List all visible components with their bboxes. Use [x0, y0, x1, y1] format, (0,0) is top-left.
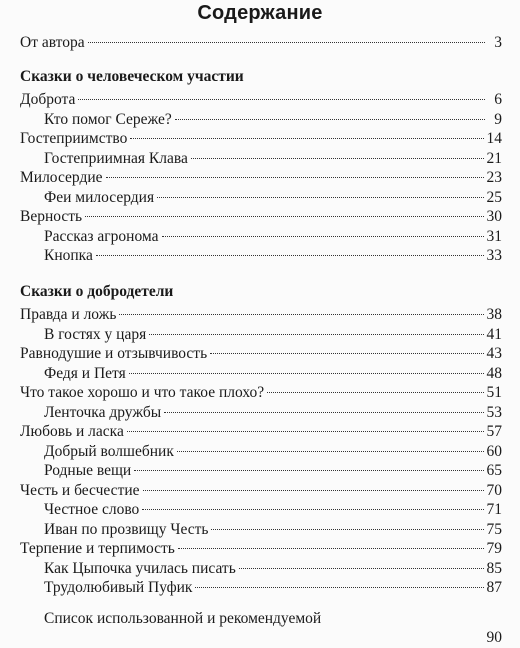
toc-entry-label: Трудолюбивый Пуфик	[44, 579, 193, 596]
toc-entry-page: 38	[486, 306, 502, 323]
toc-entry-page: 90	[486, 629, 502, 646]
dot-leader	[210, 353, 483, 354]
toc-entry-page: 71	[486, 501, 502, 518]
toc-entry[interactable]	[20, 538, 502, 559]
toc-entry-label: Гостеприимство	[20, 130, 128, 147]
toc-entry-label: Добрый волшебник	[44, 442, 174, 460]
toc-entry-page: 57	[486, 423, 502, 440]
dot-leader	[195, 587, 483, 588]
toc-entry-page: 9	[494, 110, 502, 128]
toc-entry[interactable]	[20, 304, 502, 325]
toc-entry-page: 14	[486, 130, 502, 147]
toc-entry-label: В гостях у царя	[44, 325, 147, 343]
toc-subentry[interactable]	[44, 402, 502, 423]
dot-leader	[119, 314, 483, 315]
toc-subentry[interactable]	[44, 519, 502, 540]
dot-leader	[175, 119, 485, 120]
toc-entry-label: Терпение и терпимость	[20, 540, 175, 557]
toc-entry-page: 43	[486, 345, 502, 362]
toc-entry-label: Иван по прозвищу Честь	[44, 520, 209, 538]
dot-leader	[157, 197, 483, 198]
toc-entry-page: 60	[486, 442, 502, 460]
toc-entry-intro[interactable]	[20, 32, 502, 53]
toc-entry-label: Честное слово	[44, 501, 140, 518]
dot-leader	[134, 470, 483, 471]
toc-entry-page: 87	[486, 579, 502, 596]
dot-leader	[149, 334, 483, 335]
toc-subentry[interactable]	[44, 363, 502, 384]
toc-entry-page: 31	[486, 227, 502, 245]
dot-leader	[164, 412, 483, 413]
toc-entry-page: 65	[486, 462, 502, 479]
toc-entry-label: Ленточка дружбы	[44, 403, 162, 421]
toc-entry[interactable]	[20, 128, 502, 149]
toc-entry[interactable]	[20, 343, 502, 364]
section-heading: Сказки о человеческом участии	[20, 68, 244, 85]
toc-entry-label: Федя и Петя	[44, 364, 126, 382]
toc-entry-label: Феи милосердия	[44, 188, 155, 206]
toc-entry-label: Что такое хорошо и что такое плохо?	[20, 384, 265, 401]
toc-subentry[interactable]	[44, 187, 502, 208]
dot-leader	[78, 99, 485, 100]
dot-leader	[191, 158, 484, 159]
toc-entry-label: Родные вещи	[44, 462, 132, 479]
dot-leader	[162, 236, 484, 237]
toc-entry[interactable]	[20, 421, 502, 442]
dot-leader	[129, 373, 484, 374]
toc-subentry[interactable]	[44, 460, 502, 481]
toc-entry-label: Кнопка	[44, 247, 93, 264]
toc-subentry[interactable]	[44, 499, 502, 520]
toc-subentry[interactable]	[44, 441, 502, 462]
toc-entry-label: От автора	[20, 34, 85, 51]
dot-leader	[106, 177, 484, 178]
toc-subentry[interactable]	[44, 226, 502, 247]
toc-subentry[interactable]	[44, 109, 502, 130]
toc-subentry[interactable]	[44, 558, 502, 579]
toc-subentry[interactable]	[44, 577, 502, 598]
toc-entry-label: Любовь и ласка	[20, 423, 124, 440]
toc-entry-page: 51	[486, 384, 502, 401]
toc-entry-label: Правда и ложь	[20, 306, 117, 323]
toc-entry-label: Рассказ агронома	[44, 227, 159, 245]
toc-entry-page: 3	[494, 34, 502, 51]
toc-entry-page: 41	[486, 325, 502, 343]
toc-entry[interactable]	[20, 382, 502, 403]
toc-entry-page: 25	[486, 188, 502, 206]
toc-entry[interactable]	[20, 206, 502, 227]
toc-entry[interactable]	[20, 167, 502, 188]
toc-entry-page: 33	[486, 247, 502, 264]
toc-entry-page: 30	[486, 208, 502, 225]
toc-entry-label: Честь и бесчестие	[20, 481, 140, 499]
toc-subentry[interactable]	[44, 324, 502, 345]
dot-leader	[130, 138, 483, 139]
toc-entry-label: Как Цыпочка училась писать	[44, 559, 236, 577]
toc-subentry[interactable]	[44, 245, 502, 266]
toc-entry-page: 75	[486, 520, 502, 538]
toc-entry-label: Доброта	[20, 91, 76, 108]
toc-entry-page: 6	[494, 91, 502, 108]
dot-leader	[85, 216, 483, 217]
toc-entry-label: Милосердие	[20, 169, 103, 186]
toc-entry-page: 79	[486, 540, 502, 557]
toc-entry-label: Равнодушие и отзывчивость	[20, 345, 208, 362]
dot-leader	[211, 529, 483, 530]
dot-leader	[177, 451, 484, 452]
toc-entry-page: 48	[486, 364, 502, 382]
toc-entry-label: Верность	[20, 208, 83, 225]
dot-leader	[96, 255, 484, 256]
dot-leader	[239, 568, 484, 569]
toc-entry[interactable]	[20, 89, 502, 110]
toc-subentry[interactable]	[44, 148, 502, 169]
toc-entry-page: 70	[486, 481, 502, 499]
dot-leader	[178, 548, 484, 549]
dot-leader	[143, 490, 484, 491]
toc-entry[interactable]	[20, 480, 502, 501]
section-heading: Сказки о добродетели	[20, 283, 174, 300]
toc-entry-label: Кто помог Сереже?	[44, 110, 172, 128]
dot-leader	[267, 392, 483, 393]
toc-entry-page: 85	[486, 559, 502, 577]
toc-entry-bibliography[interactable]: Список использованной и рекомендуемой	[44, 610, 322, 627]
dot-leader	[88, 42, 485, 43]
page-title: Содержание	[197, 2, 323, 24]
toc-entry-label: Гостеприимная Клава	[44, 149, 188, 167]
dot-leader	[127, 431, 484, 432]
toc-entry-page: 21	[486, 149, 502, 167]
toc-entry-page: 23	[486, 169, 502, 186]
toc-entry-page: 53	[486, 403, 502, 421]
dot-leader	[142, 509, 483, 510]
